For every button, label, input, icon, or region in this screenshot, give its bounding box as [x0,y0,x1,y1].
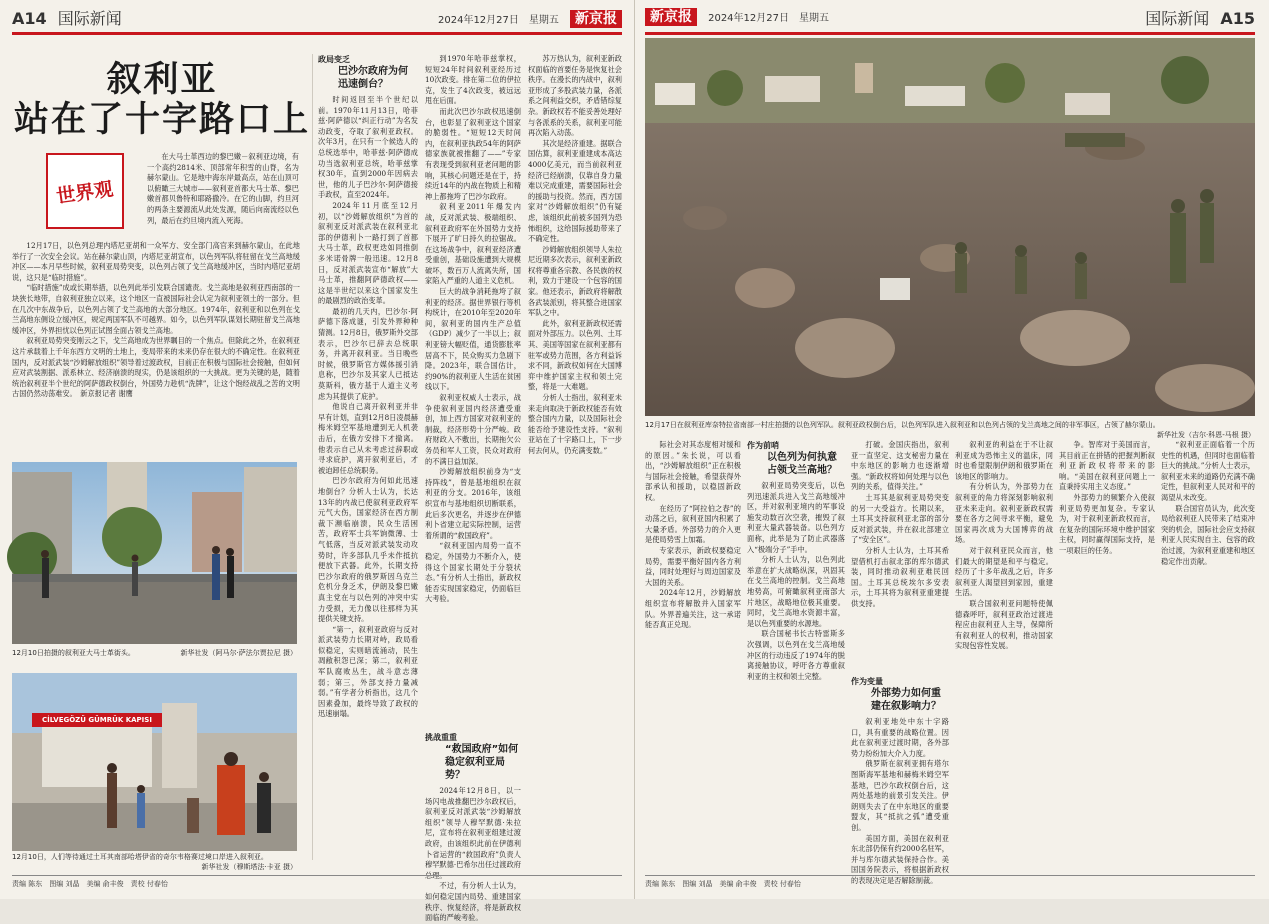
subhead [318,54,418,91]
paragraph: 而此次巴沙尔政权迅速倒台，也彰显了叙利亚这个国家的脆弱性。“短短12天时间内，在叙利亚执政54年的阿萨德家族就被推翻了——”专家有表现受到叙利亚老问题的影响，其核心问题还是在于，持续近14年的内战在物质上和精神上都拖垮了巴沙尔政府。 [425,106,521,201]
paragraph: 苏万热认为，叙利亚新政权面临的首要任务是恢复社会秩序。在漫长的内战中，叙利亚形成了多股武装力量，各派系之间利益交织，矛盾错综复杂。新政权若不能妥善处理好与各派系的关系，叙利亚可能再次陷入动荡。 [528,54,622,138]
page-number: A15 [1220,9,1255,28]
paragraph: 其次是经济重建。据联合国估算，叙利亚重建成本高达4000亿美元，而当前叙利亚经济已经崩溃，仅靠自身力量难以完成重建，需要国际社会的援助与投资。然而，西方国家对“沙姆解放组织”仍有疑虑，该组织此前被多国列为恐怖组织，这给国际援助带来了不确定性。 [528,138,622,244]
paragraph: 叙利亚权威人士表示，战争使叙利亚国内经济遭受重创，加上西方国家对叙利亚的制裁，经济形势十分严峻。政府财政入不敷出，长期拖欠公务员和军人工资，民众对政府的不满日益加深。 [425,393,521,466]
section-name: 国际新闻 [1145,9,1210,28]
subhead-title-line-1: 外部势力如何重 [871,688,941,699]
paragraph: 叙利亚地处中东十字路口，具有重要的战略位置。因此在叙利亚过渡时期，各外部势力纷纷加大介入力度。 [851,717,949,758]
subhead-title-line-1: “救国政府”如何 [445,744,519,755]
paragraph: “叙利亚国内局势一直不稳定，外国势力不断介入，使得这个国家长期处于分裂状态。”有分析人士指出，新政权能否实现国家稳定，仍面临巨大考验。 [425,541,521,604]
masthead-logo: 新京报 [570,10,622,28]
paragraph: 美国方面，美国在叙利亚东北部仍保有约2000名驻军，并与库尔德武装保持合作。美国国务院表示，将根据新政权的表现决定是否解除制裁。 [851,833,949,885]
main-paragraph: “临时措施”成或长期举措，以色列此举引发联合国谴责。戈兰高地是叙利亚西南部的一块狭长地带，自叙利亚独立以来，这个地区一直被国际社会认定为叙利亚领土的一部分。但在几次中东战争后，以色列占领了戈兰高地的大部分地区。1974年，叙利亚和以色列在戈兰高地东侧设立缓冲区，规定两国军队不可越界。如今，以色列军队谋划长期驻留戈兰高地缓冲区，外界担忧以色列正试图全面占领戈兰高地。 [12,283,300,335]
paragraph: 此外，叙利亚新政权还需面对外部压力。以色列、土耳其、美国等国家在叙利亚都有驻军或势力范围，各方利益诉求不同，新政权如何在大国博弈中维护国家主权和领土完整，将是一大难题。 [528,318,622,392]
subhead [851,676,949,713]
paragraph: 联合国叙利亚问题特使佩德森呼吁，叙利亚政治过渡进程应由叙利亚人主导，保障所有叙利亚人的权利，推动国家实现包容性发展。 [955,598,1053,651]
lead-paragraph [147,152,299,244]
masthead-logo: 新京报 [645,8,697,26]
column-text [1059,440,1155,557]
paragraph: “叙利亚正面临着一个历史性的机遇，但同时也面临着巨大的挑战。”分析人士表示，叙利亚未来的道路仍充满不确定性，但叙利亚人民对和平的渴望从未改变。 [1161,440,1255,502]
paragraph: 有分析认为，外部势力在叙利亚的角力将深刻影响叙利亚未来走向。叙利亚新政权需要在各方之间寻求平衡，避免国家再次成为大国博弈的战场。 [955,482,1053,545]
paragraph: 巨大的战争消耗拖垮了叙利亚的经济。据世界银行等机构统计，在2010年至2020年间，叙利亚的国内生产总值（GDP）减少了一半以上；叙利亚镑大幅贬值，通货膨胀率居高不下，民众购买力急剧下降。2023年，联合国估计，约90%的叙利亚人生活在贫困线以下。 [425,287,521,392]
page-footer: 责编 陈东 图编 刘晶 美编 俞丰俊 责校 付春怡 [645,875,1255,889]
column-text [747,481,845,682]
section-name: 国际新闻 [57,9,122,28]
photo-damascus-street [12,462,297,644]
paragraph: 2024年12月8日，以一场闪电战推翻巴沙尔政权后，叙利亚反对派武装“沙姆解放组织”领导人穆罕默德·朱拉尼，宣布将在叙利亚组建过渡政府，由该组织此前在伊德利卜省运营的“救国政府”负责人穆罕默德·巴希尔出任过渡政府总理。 [425,786,521,880]
paragraph: 沙姆解放组织领导人朱拉尼近期多次表示，叙利亚新政权将尊重各宗教、各民族的权利，致力于建设一个包容的国家。他还表示，新政府将解散各武装派别，将其整合进国家军队之中。 [528,244,622,318]
subhead-title-line-2: 建在叙影响力？ [871,701,941,712]
paragraph: 分析人士认为，土耳其希望借机打击叙北部的库尔德武装，同时推动叙利亚难民回国。土耳其总统埃尔多安表示，土耳其将为叙利亚重建提供支持。 [851,545,949,608]
column-text [1161,440,1255,567]
page-footer: 责编 陈东 图编 刘晶 美编 俞丰俊 责校 付春怡 [12,875,622,889]
paragraph: 2024年12月，沙姆解放组织宣布将解散并入国家军队。外界普遍关注，这一承诺能否真正兑现。 [645,588,741,630]
paragraph: 巴沙尔政府为何如此迅速地倒台？分析人士认为，长达13年的内战已使叙利亚政府军元气大伤，国家经济在西方制裁下濒临崩溃，民众生活困苦，政府军士兵军饷微薄、士气低落，当反对派武装发动攻势时，许多部队几乎未作抵抗便放下武器。此外，长期支持巴沙尔政府的俄罗斯因乌克兰危机分身乏术，伊朗及黎巴嫩真主党在与以色列的冲突中实力受损，无力像以往那样为其提供关键支持。 [318,476,418,624]
photo-credit: 新华社发（阿马尔·萨法尔贾拉尼 摄） [180,649,297,657]
paragraph: 俄罗斯在叙利亚拥有塔尔图斯海军基地和赫梅米姆空军基地，巴沙尔政权倒台后，这两处基地的前景引发关注。伊朗则失去了在中东地区的重要盟友，其“抵抗之弧”遭受重创。 [851,759,949,832]
photo-border-crossing [12,673,297,851]
badge-text: 世界观 [55,177,115,208]
paragraph: “第一，叙利亚政府与反对派武装势力长期对峙，政局看似稳定，实则暗流涌动，民生凋敝积怨已深；第二，叙利亚军队腐败丛生，战斗意志薄弱；第三，外部支持力量减弱。”有学者分析指出，这几个因素叠加，最终导致了政权的迅速崩塌。 [318,624,418,719]
header-rule [645,32,1255,35]
paragraph: 他说自己离开叙利亚并非早有计划，直到12月8日凌晨赫梅米姆空军基地遭到无人机袭击后，在俄方安排下才撤离。他表示自己从未考虑过辞职或寻求庇护，离开叙利亚后，才被迫卸任总统职务。 [318,402,418,475]
subhead-kicker: 作为前哨 [747,441,779,450]
paragraph: 不过，有分析人士认为，如何稳定国内局势、重建国家秩序、恢复经济，将是新政权面临的严峻考验。 [425,881,521,923]
main-paragraph: 12月17日，以色列总理内塔尼亚胡和一众军方、安全部门高官来到赫尔蒙山，在此地举行了一次安全会议。站在赫尔蒙山顶，内塔尼亚胡宣布，以色列军队将驻留在戈兰高地缓冲区——本月早些时候，叙利亚局势突变，以色列占领了戈兰高地缓冲区，当时内塔尼亚胡说，这只是“临时措施”。 [12,241,300,282]
paragraph: 打破。金国庆指出，叙利亚一直坚定、这支秘密力量在中东地区的影响力也逐渐增强。“新政权将如何处理与以色列的关系，值得关注。” [851,440,949,492]
paragraph: 际社会对其态度相对缓和的原因。”朱长说，可以看出，“沙姆解放组织”正在积极与国际社会接触，希望获得外部承认和援助，以稳固新政权。 [645,440,741,502]
subhead [747,440,845,477]
column-text [851,717,949,887]
article-column-3 [528,54,622,860]
article-column-6 [1161,440,1255,860]
issue-date: 2024年12月27日 星期五 [438,15,559,26]
headline-line-2: 站在了十字路口上 [13,100,310,140]
article-column-4 [955,440,1053,860]
article-column-3 [851,440,949,885]
caption-text: 12月10日，人们等待通过土耳其南部哈塔伊省的奇尔韦格赛过境口岸进入叙利亚。 [12,853,268,861]
paragraph: 叙利亚局势突变后，以色列迅速派兵进入戈兰高地缓冲区，并对叙利亚境内的军事设施发动数百次空袭，摧毁了叙利亚大量武器装备。以色列方面称，此举是为了防止武器落入“极端分子”手中。 [747,481,845,554]
column-badge [46,153,124,229]
caption-text: 12月17日在叙利亚库奈特拉省南部一村庄拍摄的以色列军队。叙利亚政权倒台后，以色列军队进入叙利亚和以色列占领的戈兰高地之间的非军事区，占领了赫尔蒙山。 [645,421,1160,429]
paragraph: 争。智库对于美国而言，其目前正在拼错的把握判断叙利亚新政权将带来的影响。“美国在叙利亚问题上一直秉持实用主义态度。” [1059,440,1155,492]
column-text [528,54,622,457]
crossing-sign-text: CİLVEGÖZÜ GÜMRÜK KAPISI [42,716,152,724]
page-a14 [0,0,635,923]
headline-line-1: 叙利亚 [106,60,218,100]
subhead-kicker: 政局变乏 [318,55,350,64]
article-column-1 [645,440,741,860]
main-text [12,241,300,459]
caption-text: 12月10日拍摄的叙利亚大马士革街头。 [12,649,135,657]
article-column-2 [425,54,521,923]
page-number: A14 [12,9,47,28]
subhead-title-line-2: 占领戈兰高地？ [767,465,837,476]
paragraph: 叙利亚2011年爆发内战，反对派武装、极端组织、叙利亚政府军在外国势力支持下展开了旷日持久的拉锯战。在这场战争中，叙利亚经济遭受重创，基础设施遭到大规模破坏，数百万人流离失所，国家陷入严重的人道主义危机。 [425,202,521,286]
photo2-caption [12,852,297,872]
issue-date: 2024年12月27日 星期五 [708,13,829,24]
column-text [425,54,521,726]
main-paragraph: 叙利亚局势突变刚云之下，戈兰高地成为世界瞩目的一个焦点。但除此之外，在叙利亚这片承载着上千年东西方文明的土地上，变局带来的未来仍存在很大的不确定性。在叙利亚国内，反对派武装“沙姆解放组织”领导着过渡政权，目前正在积极与国际社会接触，但如何应对武装割据、派系林立、经济崩溃的现实，仍是该组织的一大挑战。更为关键的是，随着统治叙利亚半个世纪的阿萨德政权倒台，外国势力趁机“洗牌”，让这个饱经战乱之苦的文明古国仍然动荡难安。 新京报记者 谢鹰 [12,336,300,399]
photo1-caption [12,648,297,658]
main-photo-caption [645,420,1255,440]
header-rule [12,32,622,35]
column-text [851,440,949,670]
paragraph: 专家表示，新政权要稳定局势，需要平衡好国内各方利益，同时处理好与周边国家及大国的关系。 [645,545,741,587]
subhead-title-line-1: 以色列为何执意 [767,452,837,463]
paragraph: 分析人士认为，以色列此举意在扩大战略纵深，巩固其在戈兰高地的控制。戈兰高地地势高，可俯瞰叙利亚南部大片地区，战略地位极其重要。同时，戈兰高地水资源丰富，是以色列重要的水源地。 [747,555,845,628]
paragraph: 到1970年哈菲兹掌权，短短24年时间叙利亚经历过10次政变。排在第二位的伊拉克，发生了4次政变，被远远甩在后面。 [425,54,521,106]
column-rule [312,54,313,860]
subhead-title-line-1: 巴沙尔政府为何 [338,66,408,77]
photo-credit: 新华社发（穆斯塔法·卡亚 摄） [201,863,297,871]
paragraph: 外部势力的频繁介入使叙利亚局势更加复杂。专家认为，对于叙利亚新政权而言，在复杂的国际环境中维护国家主权，同时赢得国际支持，是一项艰巨的任务。 [1059,492,1155,555]
article-column-2 [747,440,845,860]
paragraph: 土耳其是叙利亚局势突变的另一大受益方。长期以来，土耳其支持叙利亚北部的部分反对派武装，并在叙北部建立了“安全区”。 [851,492,949,545]
article-column-1 [318,54,418,860]
paragraph: 在经历了“阿拉伯之春”的动荡之后，叙利亚国内积累了大量矛盾。外部势力的介入更是使局势雪上加霜。 [645,503,741,545]
subhead [425,732,521,782]
paragraph: 联合国官员认为，此次变局给叙利亚人民带来了结束冲突的机会，国际社会应支持叙利亚人民实现自主、包容的政治过渡，为叙利亚重建和地区稳定作出贡献。 [1161,503,1255,566]
subhead-title-line-2: 稳定叙利亚局势？ [445,757,505,781]
subhead-kicker: 作为变量 [851,677,883,686]
subhead-kicker: 挑战重重 [425,733,457,742]
photo-israeli-troops [645,38,1255,416]
column-text [318,95,418,720]
paragraph: 2024年11月底至12月初，以“沙姆解放组织”为首的叙利亚反对派武装在叙利亚北部的伊德利卜一路打到了首都大马士革，政权更迭如同推倒多米诺骨牌一般迅速。12月8日，反对派武装宣布“解放”大马士革，推翻阿萨德政权——这是半世纪以来这个国家发生的最剧烈的政治变革。 [318,200,418,306]
headline [12,60,312,140]
paragraph: 沙姆解放组织前身为“支持阵线”，曾是基地组织在叙利亚的分支。2016年，该组织宣布与基地组织切断联系，此后多次更名，并逐步在伊德利卜省建立起实际控制，运营着所谓的“救国政府”。 [425,467,521,540]
paragraph: 联合国秘书长古特雷斯多次强调，以色列在戈兰高地缓冲区的行动违反了1974年的脱离接触协议，呼吁各方尊重叙利亚的主权和领土完整。 [747,629,845,681]
paragraph: 时间返回至半个世纪以前。1970年11月13日，哈菲兹·阿萨德以“纠正行动”为名发动政变，夺取了叙利亚政权。次年3月，在只有一个候选人的总统选举中，哈菲兹·阿萨德成功当选叙利亚总统，哈菲兹掌权30年，直到2000年因病去世，他的儿子巴沙尔·阿萨德接手政权，直至2024年。 [318,95,418,200]
page-a15 [635,0,1269,899]
paragraph: 叙利亚的利益在于不让叙利亚成为恐怖主义的温床，同时也希望限制伊朗和俄罗斯在该地区的影响力。 [955,440,1053,481]
lead-text: 在大马士革西边的黎巴嫩－叙利亚边境，有一个高约2814米、顶部常年积雪的山脊，名为赫尔蒙山。它是地中海东岸最高点，站在山顶可以俯瞰三大城市——叙利亚首都大马士革、黎巴嫩首都贝鲁特和耶路撒冷。在它的山脚，约旦河的两条主要源流从此处发源，随后向南流经以色列，最后在约旦境内流入死海。 [147,152,299,225]
column-text [955,440,1053,652]
paragraph: 最初的几天内，巴沙尔·阿萨德下落成谜，引发外界种种猜测。12月8日，俄罗斯外交部表示，巴沙尔已辞去总统职务，并离开叙利亚。当日晚些时候，俄罗斯官方媒体援引消息称，巴沙尔及其家人已抵达莫斯科，俄方基于人道主义考虑为其提供了庇护。 [318,306,418,401]
paragraph: 对于叙利亚民众而言，他们最大的期望是和平与稳定。经历了十多年战乱之后，许多叙利亚人渴望回到家园，重建生活。 [955,545,1053,598]
subhead-title-line-2: 迅速倒台？ [338,79,388,90]
column-text [645,440,741,631]
page-header [12,6,622,32]
column-text [425,786,521,924]
page-header [645,6,1255,32]
paragraph: 分析人士指出，叙利亚未来走向取决于新政权能否有效整合国内力量，以及国际社会能否给予建设性支持。“叙利亚站在了十字路口上，下一步何去何从，仍充满变数。” [528,393,622,455]
photo-credit: 新华社发（吉尔·科恩-马根 摄） [1157,431,1255,439]
article-column-5 [1059,440,1155,860]
